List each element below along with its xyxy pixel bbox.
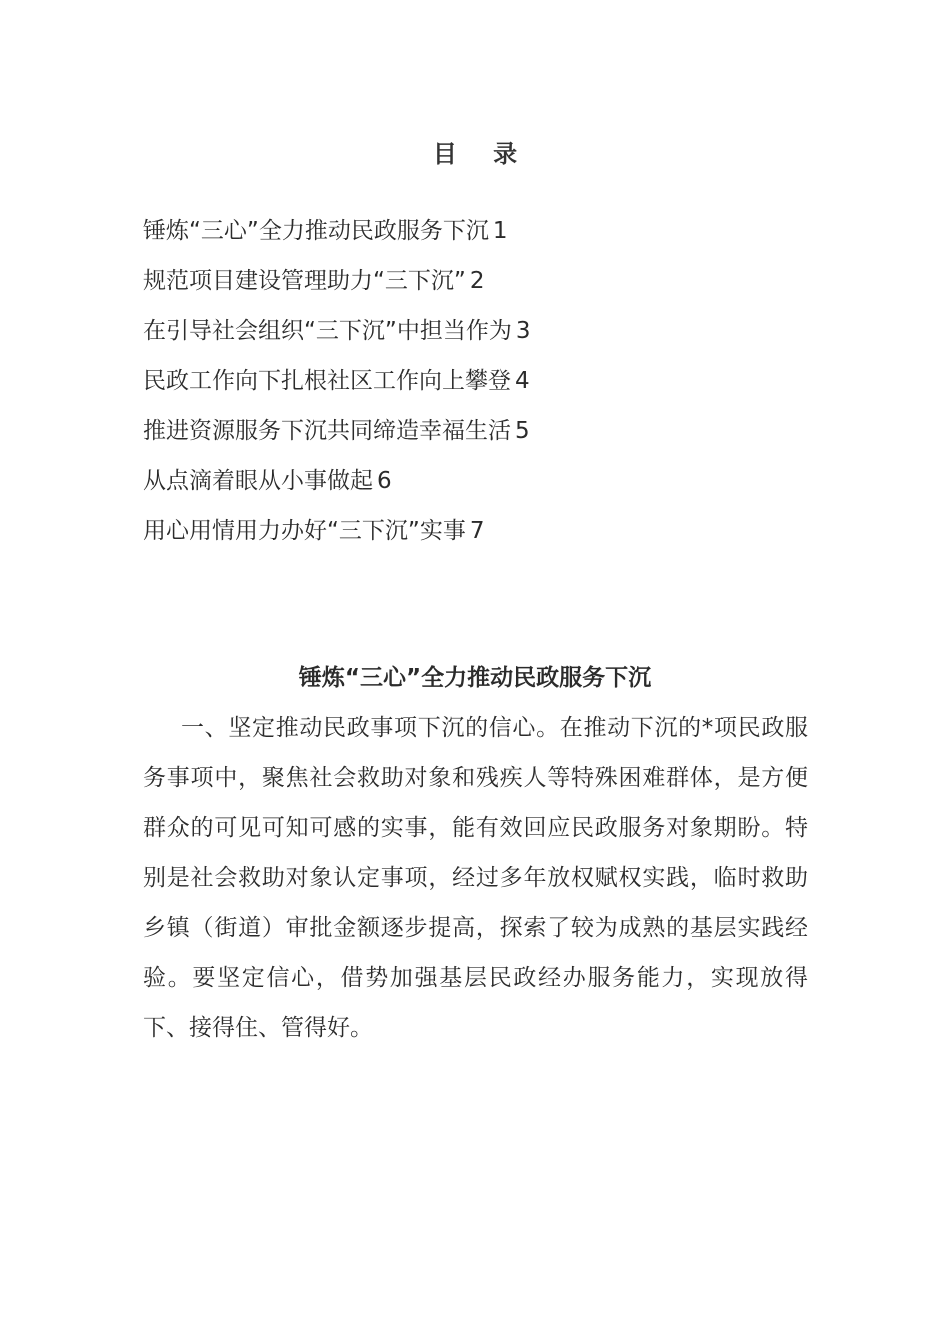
toc-entry[interactable] — [143, 456, 530, 506]
toc-entry[interactable] — [143, 256, 530, 306]
toc-entry-page: 4 — [515, 368, 530, 394]
toc-entry-title: 在引导社会组织“三下沉”中担当作为 — [143, 318, 512, 344]
toc-entry-title: 民政工作向下扎根社区工作向上攀登 — [143, 368, 511, 394]
toc-entry-page: 5 — [515, 418, 530, 444]
toc-entry[interactable] — [143, 406, 530, 456]
toc-entry-page: 2 — [469, 268, 485, 294]
toc-entry[interactable] — [143, 306, 530, 356]
toc-entry[interactable] — [143, 356, 530, 406]
toc-entry[interactable] — [143, 506, 530, 556]
toc-entry-page: 3 — [515, 318, 531, 344]
toc-entry-title: 从点滴着眼从小事做起 — [143, 468, 373, 494]
toc-title: 目 录 — [432, 140, 532, 168]
toc-entry-title: 推进资源服务下沉共同缔造幸福生活 — [143, 418, 511, 444]
toc-entry-title: 锤炼“三心”全力推动民政服务下沉 — [143, 218, 489, 244]
toc-entry-page: 7 — [469, 518, 485, 544]
toc-list — [143, 206, 530, 556]
toc-entry-page: 6 — [377, 468, 392, 494]
article-title: 锤炼“三心”全力推动民政服务下沉 — [298, 665, 652, 691]
toc-entry[interactable] — [143, 206, 530, 256]
toc-entry-title: 用心用情用力办好“三下沉”实事 — [143, 518, 466, 544]
toc-entry-page: 1 — [492, 218, 508, 244]
article-paragraph: 一、坚定推动民政事项下沉的信心。在推动下沉的*项民政服务事项中，聚焦社会救助对象和残疾人等特殊困难群体，是方便群众的可见可知可感的实事，能有效回应民政服务对象期盼。特别是社会救助对象认定事项，经过多年放权赋权实践，临时救助乡镇（街道）审批金额逐步提高，探索了较为成熟的基层实践经验。要坚定信心，借势加强基层民政经办服务能力，实现放得下、接得住、管得好。 — [143, 715, 808, 1041]
toc-entry-title: 规范项目建设管理助力“三下沉” — [143, 268, 466, 294]
